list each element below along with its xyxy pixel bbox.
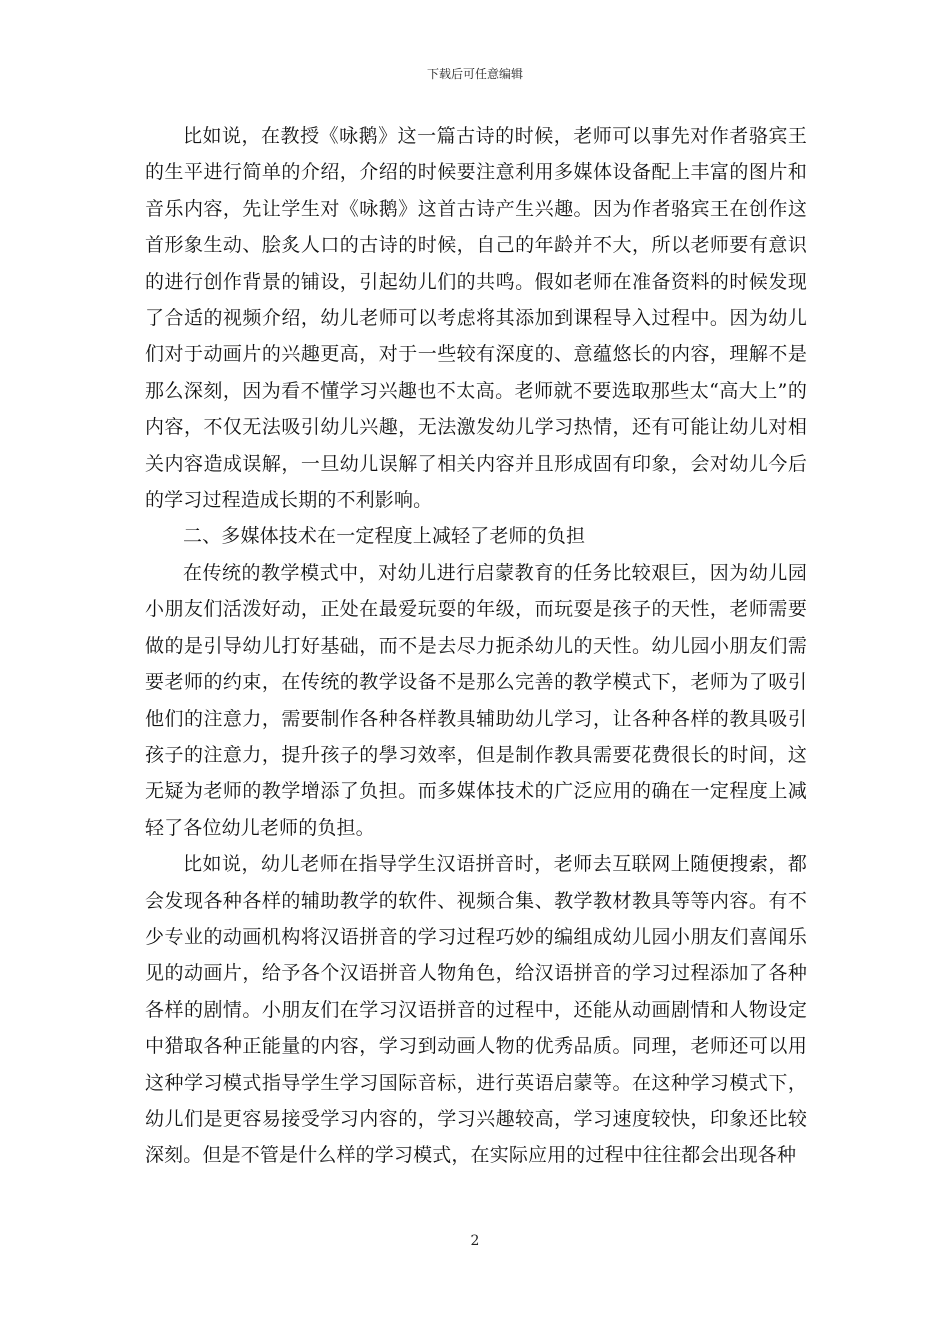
page-number: 2	[470, 1233, 480, 1249]
section-heading: 二、多媒体技术在一定程度上减轻了老师的负担	[183, 525, 586, 548]
paragraph-traditional-teaching: 在传统的教学模式中，对幼儿进行启蒙教育的任务比较艰巨，因为幼儿园小朋友们活泼好动，正处在最爱玩耍的年级，而玩耍是孩子的天性，老师需要做的是引导幼儿打好基础，而不是去尽力扼杀幼儿的天性。幼儿园小朋友们需要老师的约束，在传统的教学设备不是那么完善的教学模式下，老师为了吸引他们的注意力，需要制作各种各样教具辅助幼儿学习，让各种各样的教具吸引孩子的注意力，提升孩子的學习效率，但是制作教具需要花费很长的时间，这无疑为老师的教学增添了负担。而多媒体技术的广泛应用的确在一定程度上减轻了各位幼儿老师的负担。	[145, 561, 807, 839]
paragraph-pinyin-example: 比如说，幼儿老师在指导学生汉语拼音时，老师去互联网上随便搜索，都会发现各种各样的辅助教学的软件、视频合集、教学教材教具等等内容。有不少专业的动画机构将汉语拼音的学习过程巧妙的编组成幼儿园小朋友们喜闻乐见的动画片，给予各个汉语拼音人物角色，给汉语拼音的学习过程添加了各种各样的剧情。小朋友们在学习汉语拼音的过程中，还能从动画剧情和人物设定中猎取各种正能量的内容，学习到动画人物的优秀品质。同理，老师还可以用这种学习模式指导学生学习国际音标，进行英语启蒙等。在这种学习模式下，幼儿们是更容易接受学习内容的，学习兴趣较高，学习速度较快，印象还比较深刻。但是不管是什么样的学习模式，在实际应用的过程中往往都会出现各种	[145, 853, 807, 1167]
document-body	[145, 118, 807, 1174]
paragraph-example-poem: 比如说，在教授《咏鹅》这一篇古诗的时候，老师可以事先对作者骆宾王的生平进行简单的介绍，介绍的时候要注意利用多媒体设备配上丰富的图片和音乐内容，先让学生对《咏鹅》这首古诗产生兴趣。因为作者骆宾王在创作这首形象生动、脍炙人口的古诗的时候，自己的年龄并不大，所以老师要有意识的进行创作背景的铺设，引起幼儿们的共鸣。假如老师在准备资料的时候发现了合适的视频介绍，幼儿老师可以考虑将其添加到课程导入过程中。因为幼儿们对于动画片的兴趣更高，对于一些较有深度的、意蕴悠长的内容，理解不是那么深刻，因为看不懂学习兴趣也不太高。老师就不要选取那些太“高大上”的内容，不仅无法吸引幼儿兴趣，无法激发幼儿学习热情，还有可能让幼儿对相关内容造成误解，一旦幼儿误解了相关内容并且形成固有印象，会对幼儿今后的学习过程造成长期的不利影响。	[145, 125, 807, 512]
page-header: 下载后可任意编辑	[426, 67, 523, 81]
